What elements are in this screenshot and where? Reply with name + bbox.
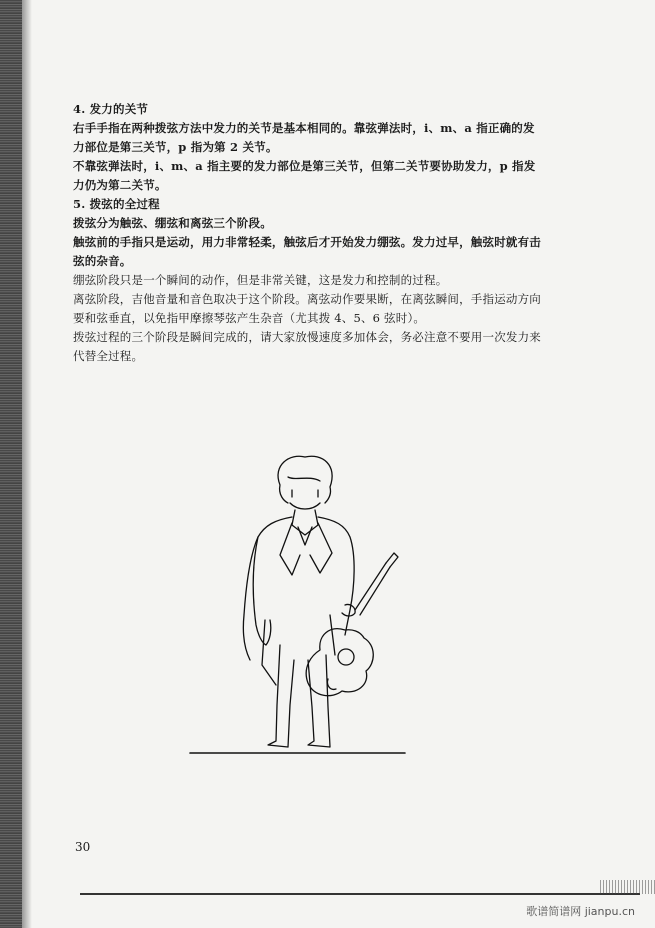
- main-text: [73, 100, 543, 366]
- page-number: 30: [75, 840, 91, 854]
- paragraph-tension-stage: 绷弦阶段只是一个瞬间的动作，但是非常关键，这是发力和控制的过程。: [73, 273, 448, 287]
- scan-noise: [600, 880, 655, 894]
- paragraph-joints-free-stroke: 不靠弦弹法时，i、m、a 指主要的发力部位是第三关节，但第二关节要协助发力，p 指发力仍为第二关节。: [73, 159, 536, 192]
- paragraph-joints-rest-stroke: 右手手指在两种拨弦方法中发力的关节是基本相同的。靠弦弹法时，i、m、a 指正确的发力部位是第三关节，p 指为第 2 关节。: [73, 121, 535, 154]
- paragraph-three-stages: 拨弦分为触弦、绷弦和离弦三个阶段。: [73, 216, 272, 230]
- watermark: 歌谱简谱网 jianpu.cn: [526, 905, 635, 918]
- paragraph-release-stage: 离弦阶段，吉他音量和音色取决于这个阶段。离弦动作要果断，在离弦瞬间，手指运动方向要和弦垂直，以免指甲摩擦琴弦产生杂音（尤其拨 4、5、6 弦时）。: [73, 292, 541, 325]
- guitarist-illustration: [180, 445, 430, 765]
- paragraph-touch-stage: 触弦前的手指只是运动，用力非常轻柔，触弦后才开始发力绷弦。发力过早，触弦时就有击弦的杂音。: [73, 235, 541, 268]
- paragraph-summary: 拨弦过程的三个阶段是瞬间完成的，请大家放慢速度多加体会，务必注意不要用一次发力来代替全过程。: [73, 330, 541, 363]
- scan-edge-shadow: [0, 0, 22, 928]
- paragraph-heading-5: 5. 拨弦的全过程: [73, 197, 160, 211]
- paragraph-heading-4: 4. 发力的关节: [73, 102, 149, 116]
- bottom-rule: [80, 893, 640, 895]
